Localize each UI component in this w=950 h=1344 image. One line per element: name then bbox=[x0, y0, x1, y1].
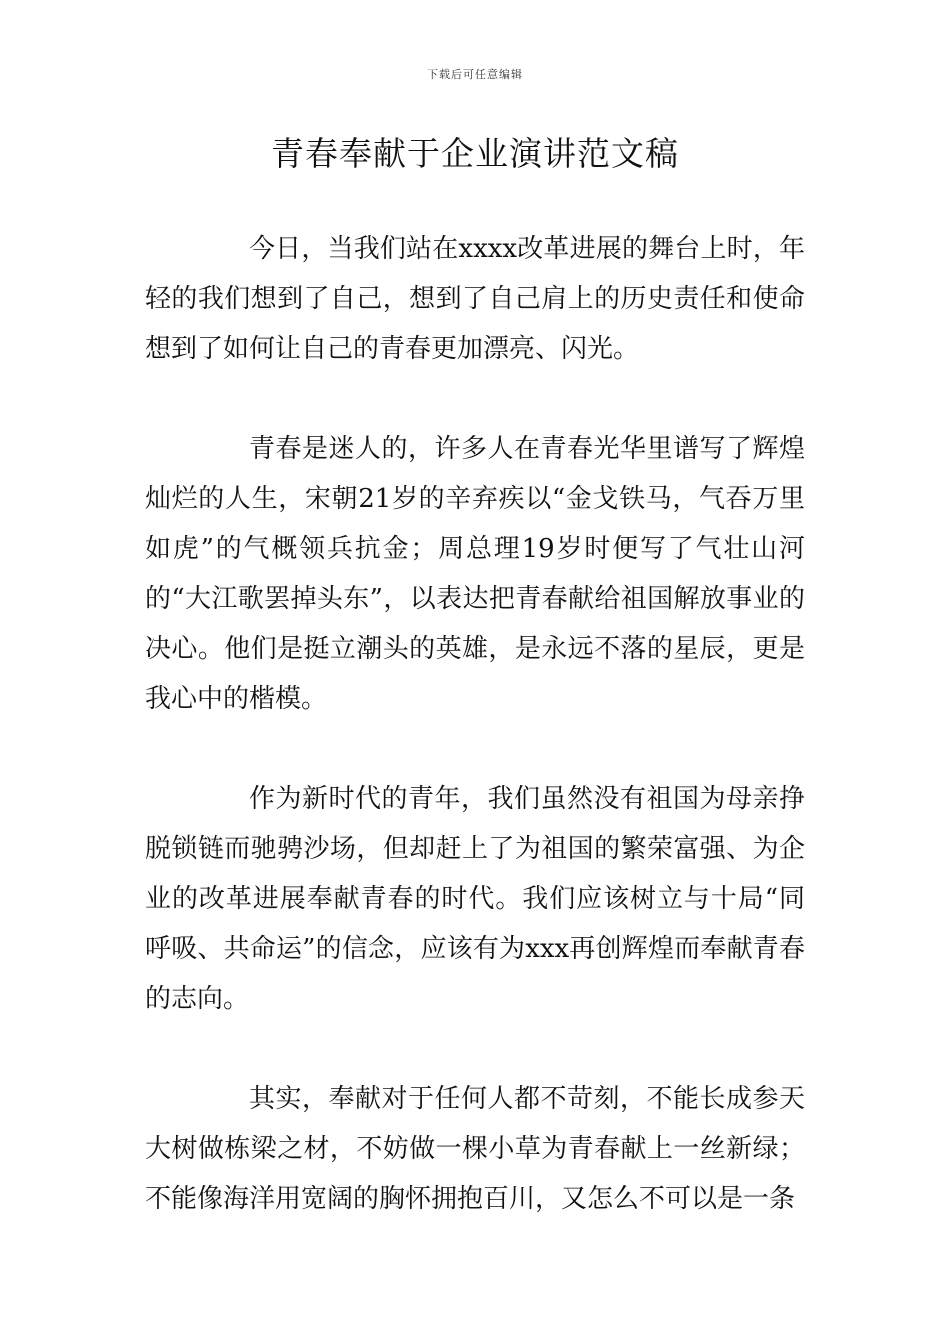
paragraph-2: 青春是迷人的，许多人在青春光华里谱写了辉煌灿烂的人生，宋朝21岁的辛弃疾以“金戈铁马，气吞万里如虎”的气概领兵抗金；周总理19岁时便写了气壮山河的“大江歌罢掉头东”，以表达把青春献给祖国解放事业的决心。他们是挺立潮头的英雄，是永远不落的星辰，更是我心中的楷模。 bbox=[145, 434, 805, 714]
paragraph-1: 今日，当我们站在xxxx改革进展的舞台上时，年轻的我们想到了自己，想到了自己肩上的历史责任和使命想到了如何让自己的青春更加漂亮、闪光。 bbox=[145, 234, 805, 364]
paragraph-3: 作为新时代的青年，我们虽然没有祖国为母亲挣脱锁链而驰骋沙场，但却赶上了为祖国的繁荣富强、为企业的改革进展奉献青春的时代。我们应该树立与十局“同呼吸、共命运”的信念，应该有为xxx再创辉煌而奉献青春的志向。 bbox=[145, 784, 805, 1014]
header-note: 下载后可任意编辑 bbox=[427, 68, 523, 81]
document-title: 青春奉献于企业演讲范文稿 bbox=[271, 134, 679, 173]
document-body bbox=[145, 224, 805, 1274]
paragraph-4: 其实，奉献对于任何人都不苛刻，不能长成参天大树做栋梁之材，不妨做一棵小草为青春献上一丝新绿；不能像海洋用宽阔的胸怀拥抱百川，又怎么不可以是一条 bbox=[145, 1084, 805, 1214]
